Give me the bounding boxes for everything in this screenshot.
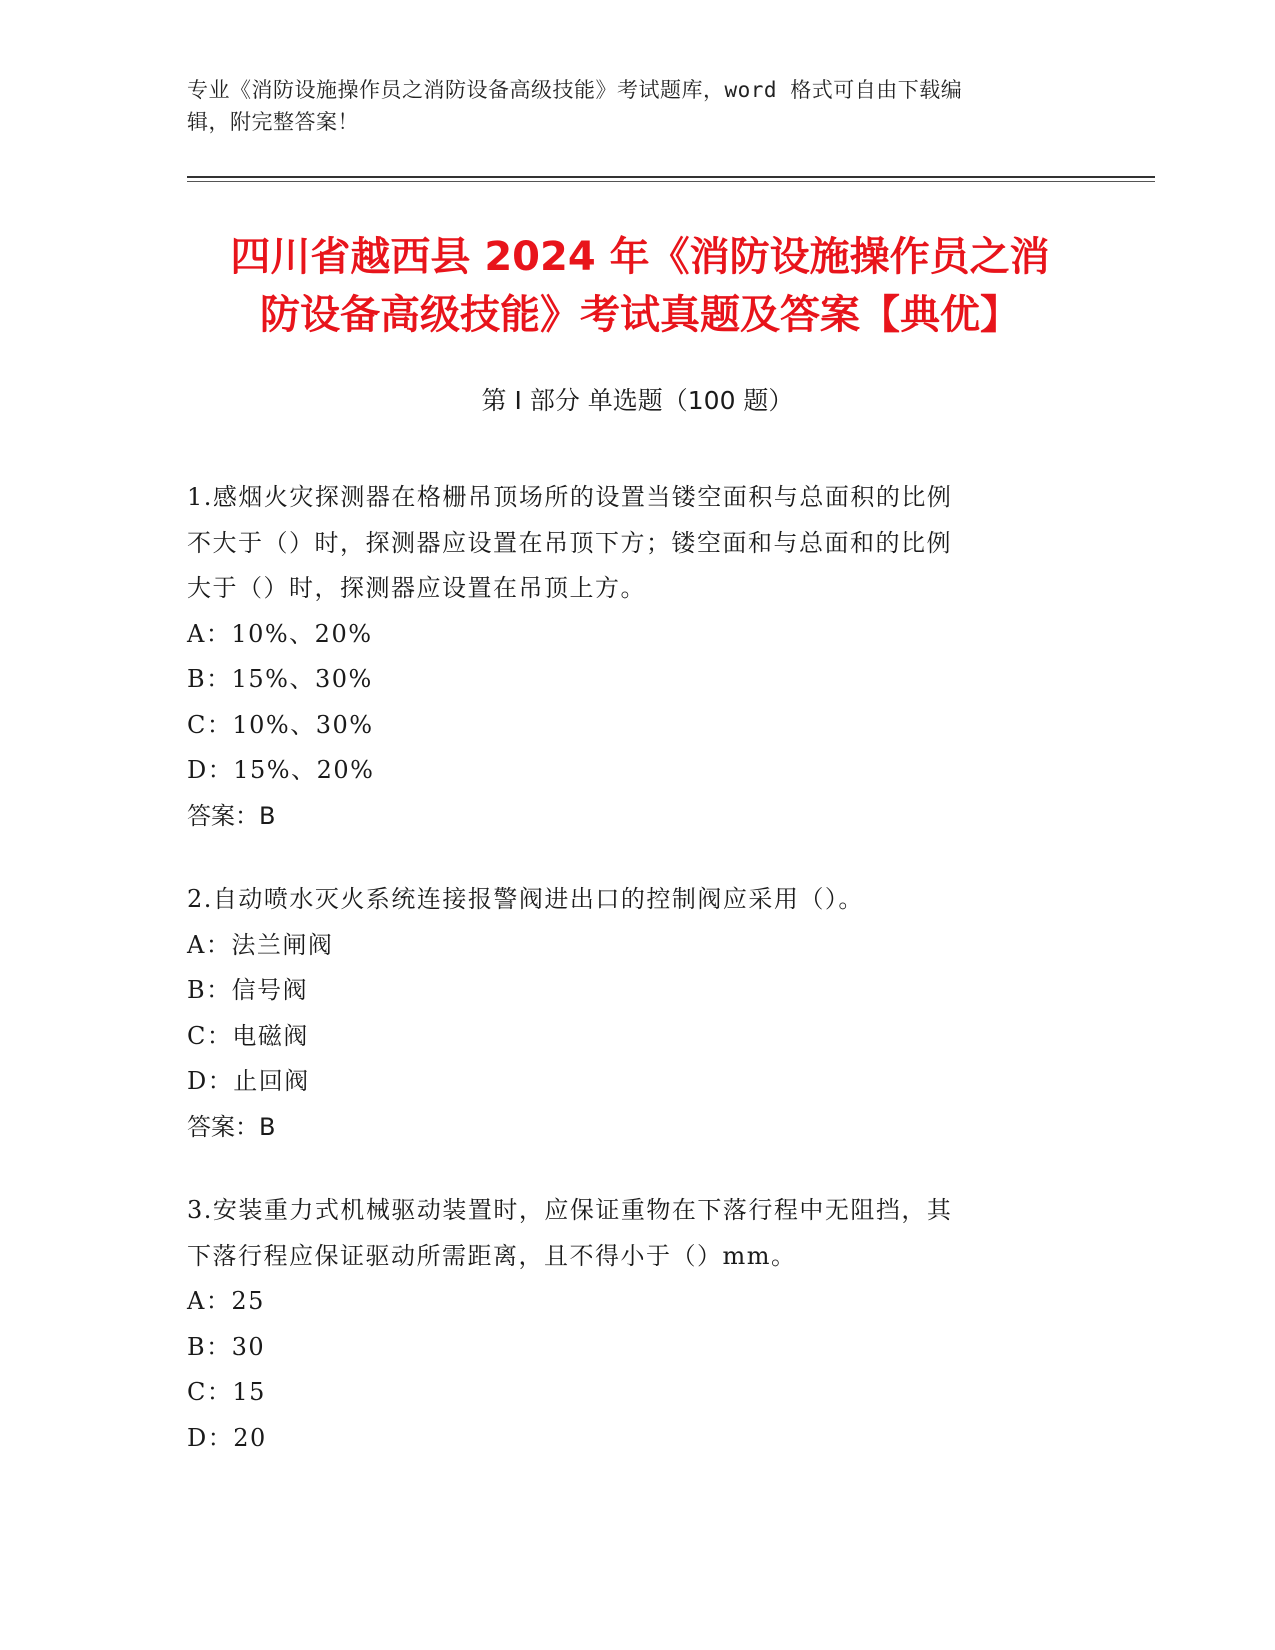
- option-b: B：信号阀: [187, 976, 309, 1004]
- option-d: D：止回阀: [187, 1067, 310, 1095]
- header-divider-thick: [187, 176, 1155, 178]
- question-stem-line: 3.安装重力式机械驱动装置时，应保证重物在下落行程中无阻挡，其: [187, 1196, 953, 1224]
- option-c: C：电磁阀: [187, 1021, 309, 1050]
- section-title: 第 I 部分 单选题（100 题）: [481, 386, 794, 415]
- option-b: B：15%、30%: [187, 665, 373, 693]
- header-note-line-2: 辑，附完整答案！: [187, 110, 359, 134]
- option-c: C：15: [187, 1378, 266, 1406]
- question-stem-line: 下落行程应保证驱动所需距离，且不得小于（）mm。: [187, 1241, 797, 1270]
- option-c: C：10%、30%: [187, 710, 374, 739]
- header-divider-thin: [187, 181, 1155, 182]
- option-b: B：30: [187, 1332, 266, 1361]
- document-title: [180, 228, 1100, 344]
- question-stem-line: 不大于（）时，探测器应设置在吊顶下方；镂空面和与总面和的比例: [187, 528, 952, 557]
- document-title-line-2: 防设备高级技能》考试真题及答案【典优】: [260, 292, 1020, 338]
- question-1: [187, 475, 1067, 839]
- document-title-line-1: 四川省越西县 2024 年《消防设施操作员之消: [230, 234, 1050, 280]
- header-note: [187, 74, 1067, 138]
- question-stem-line: 大于（）时，探测器应设置在吊顶上方。: [187, 574, 646, 602]
- question-3: [187, 1188, 1067, 1461]
- answer: 答案：B: [187, 1112, 276, 1141]
- question-stem-line: 2.自动喷水灭火系统连接报警阀进出口的控制阀应采用（）。: [187, 885, 864, 913]
- option-a: A：25: [187, 1287, 265, 1315]
- option-a: A：法兰闸阀: [187, 930, 334, 959]
- question-list: [187, 475, 1067, 1499]
- option-d: D：15%、20%: [187, 756, 375, 784]
- question-stem-line: 1.感烟火灾探测器在格栅吊顶场所的设置当镂空面积与总面积的比例: [187, 483, 953, 511]
- option-a: A：10%、20%: [187, 619, 373, 648]
- question-2: [187, 877, 1067, 1150]
- option-d: D：20: [187, 1423, 267, 1452]
- header-note-line-1: 专业《消防设施操作员之消防设备高级技能》考试题库，word 格式可自由下载编: [187, 78, 963, 102]
- answer: 答案：B: [187, 801, 276, 830]
